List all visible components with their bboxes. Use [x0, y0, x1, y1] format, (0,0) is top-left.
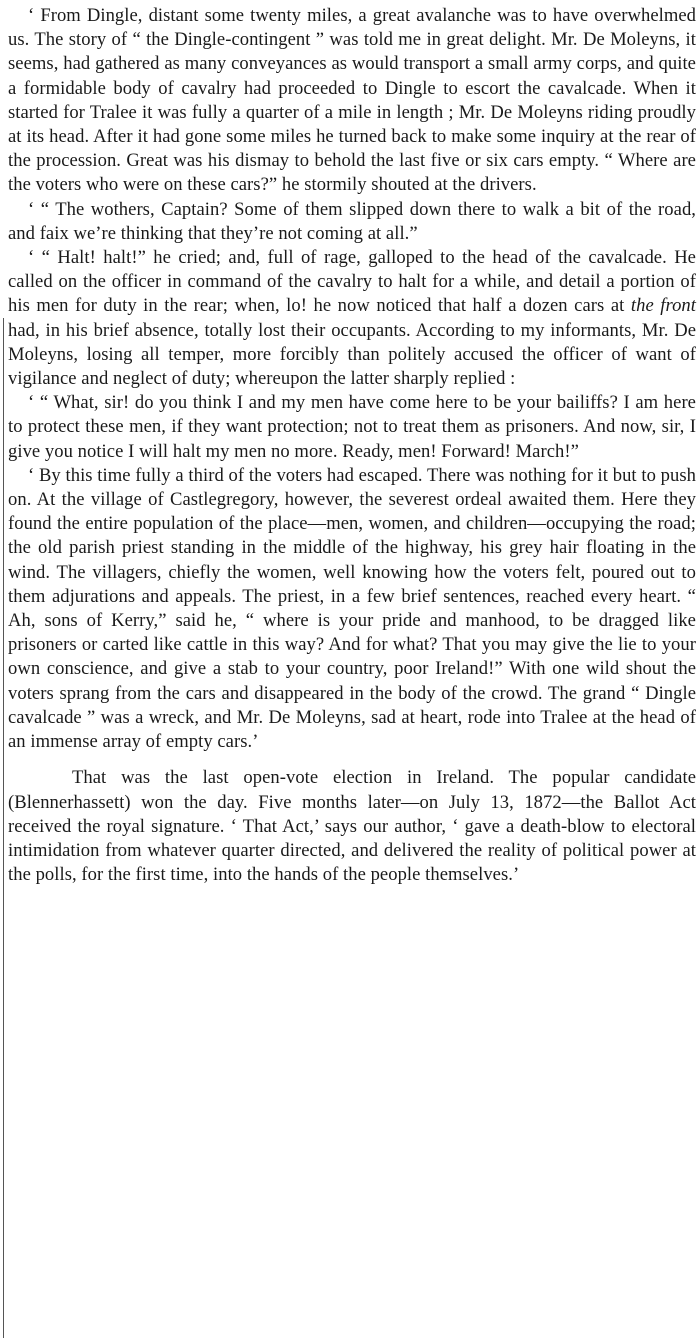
paragraph-officer-reply	[8, 391, 696, 464]
italic-phrase: the front	[630, 295, 696, 317]
paragraph-castlegregory	[8, 464, 696, 754]
paragraph-text: ‘ By this time fully a third of the voters had escaped. There was nothing for it but to push on. At the village of Castlegregory, however, the severest ordeal awaited them. Here they found the entire population of the place—men, women, and children—occupying the road; the old parish priest standing in the middle of the highway, his grey hair floating in the wind. The villagers, chiefly the women, well knowing how the voters felt, poured out to them adjurations and appeals. The priest, in a few brief sentences, reached every heart. “ Ah, sons of Kerry,” said he, “ where is your pride and manhood, to be dragged like prisoners or carted like cattle in this way? And for what? That you may give the lie to your own conscience, and give a stab to your country, poor Ireland!” With one wild shout the voters sprang from the cars and disappeared in the body of the crowd. The grand “ Dingle cavalcade ” was a wreck, and Mr. De Moleyns, sad at heart, rode into Tralee at the head of an immense array of empty cars.’	[8, 464, 696, 753]
paragraph-text: ‘ “ The wothers, Captain? Some of them slipped down there to walk a bit of the road, and faix we’re thinking that they’re not coming at all.”	[8, 198, 696, 244]
paragraph-text: had, in his brief absence, totally lost their occupants. According to my informants, Mr. De Moleyns, losing all temper, more forcibly than politely accused the officer of want of vigilance and neglect of duty; whereupon the latter sharply replied :	[8, 319, 696, 390]
paragraph-text: That was the last open-vote election in Ireland. The popular candidate (Blennerhassett) won the day. Five months later—on July 13, 1872—the Ballot Act received the royal signature. ‘ That Act,’ says our author, ‘ gave a death-blow to electoral intimidation from whatever quarter directed, and delivered the reality of political power at the polls, for the first time, into the hands of the people themselves.’	[8, 767, 696, 886]
paragraph-drivers-reply	[8, 198, 696, 246]
paragraph-halt	[8, 246, 696, 391]
paragraph-ballot-act	[8, 766, 696, 887]
paragraph-text: ‘ From Dingle, distant some twenty miles, a great avalanche was to have overwhelmed us. The story of “ the Dingle-contingent ” was told me in great delight. Mr. De Moleyns, it seems, had gathered as many conveyances as would transport a small army corps, and quite a formidable body of cavalry had proceeded to Dingle to escort the cavalcade. When it started for Tralee it was fully a quarter of a mile in length ; Mr. De Moleyns riding proudly at its head. After it had gone some miles he turned back to make some inquiry at the rear of the procession. Great was his dismay to behold the last five or six cars empty. “ Where are the voters who were on these cars?” he stormily shouted at the drivers.	[8, 5, 696, 196]
quotation-margin-rule	[3, 318, 4, 1338]
paragraph-text: ‘ “ What, sir! do you think I and my men have come here to be your bailiffs? I am here to protect these men, if they want protection; not to treat them as prisoners. And now, sir, I give you notice I will halt my men no more. Ready, men! Forward! March!”	[8, 392, 696, 462]
paragraph-dingle-contingent	[8, 4, 696, 198]
paragraph-text: ‘ “ Halt! halt!” he cried; and, full of rage, galloped to the head of the cavalcade. He called on the officer in command of the cavalry to halt for a while, and detail a portion of his men for duty in the rear; when, lo! he now noticed that half a dozen cars at	[8, 247, 696, 317]
